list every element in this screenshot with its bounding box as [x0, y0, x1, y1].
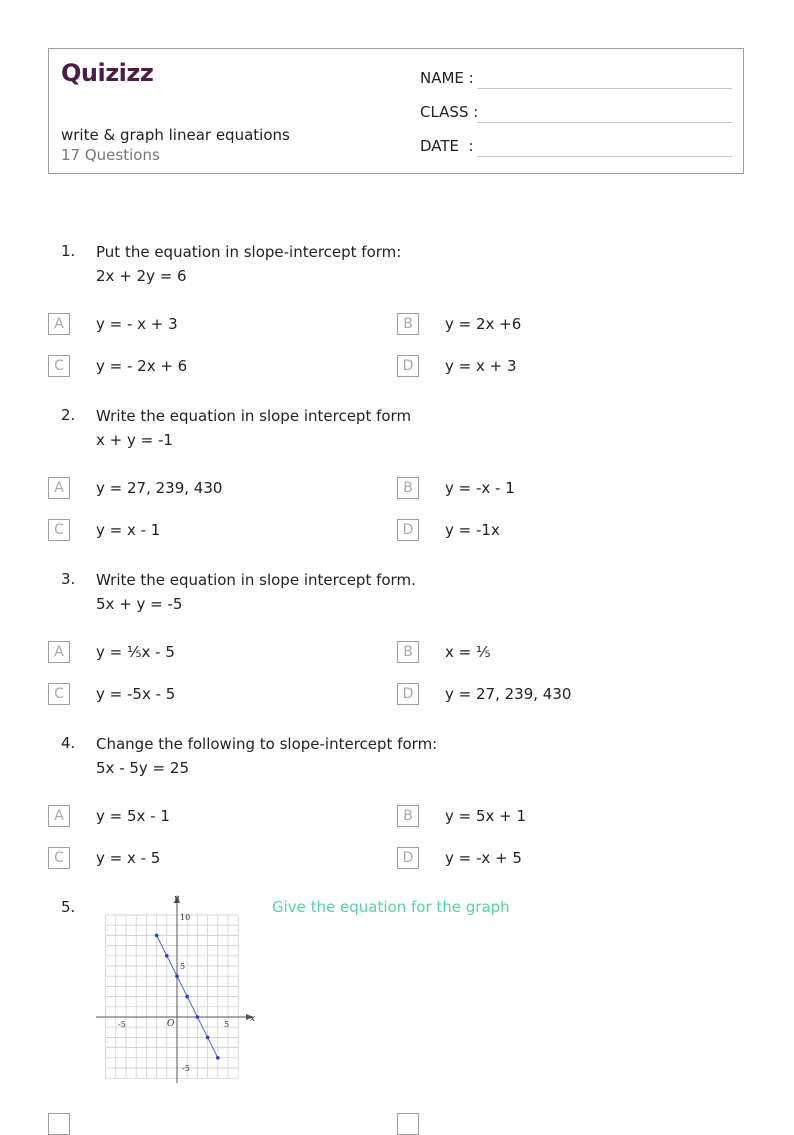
origin-label: O [167, 1019, 175, 1029]
question-text [96, 240, 401, 288]
tick-label-y-top: 10 [180, 913, 191, 922]
question-text [96, 732, 437, 780]
name-line[interactable] [477, 88, 732, 89]
graph-grid [106, 915, 239, 1078]
date-field [420, 137, 474, 155]
question-number: 4. [61, 734, 76, 752]
tick-label-y-mid: 5 [180, 962, 186, 971]
option-b-text: y = 5x + 1 [445, 807, 527, 825]
option-d-text: y = x + 3 [445, 357, 517, 375]
tick-label-x-left: -5 [118, 1020, 126, 1029]
option-a-box[interactable]: A [48, 805, 70, 827]
option-b-box[interactable] [397, 1113, 419, 1135]
option-a-text: y = 5x - 1 [96, 807, 170, 825]
y-axis-label: y [174, 894, 180, 904]
x-axis-label: x [250, 1014, 256, 1024]
tick-label-x-right: 5 [224, 1020, 230, 1029]
question-equation: 2x + 2y = 6 [96, 267, 187, 285]
name-label: NAME : [420, 69, 474, 87]
option-c-text: y = x - 1 [96, 521, 161, 539]
option-c-box[interactable]: C [48, 683, 70, 705]
quizizz-logo: Quizizz [61, 59, 154, 87]
line-graph [94, 893, 260, 1089]
question-line: Change the following to slope-intercept form: [96, 735, 438, 753]
question-number: 1. [61, 242, 76, 260]
option-d-text: y = -1x [445, 521, 500, 539]
option-c-text: y = x - 5 [96, 849, 161, 867]
option-b-box[interactable]: B [397, 477, 419, 499]
option-c-box[interactable]: C [48, 519, 70, 541]
option-d-box[interactable]: D [397, 519, 419, 541]
graph-point [185, 995, 189, 999]
question-line: Write the equation in slope intercept form [96, 407, 412, 425]
name-field [420, 69, 474, 87]
worksheet-title: write & graph linear equations [61, 126, 290, 144]
option-b-text: y = 2x +6 [445, 315, 522, 333]
question-number: 2. [61, 406, 76, 424]
option-b-text: x = ⅕ [445, 643, 491, 661]
option-d-box[interactable]: D [397, 683, 419, 705]
option-a-text: y = 27, 239, 430 [96, 479, 223, 497]
option-b-box[interactable]: B [397, 313, 419, 335]
option-b-box[interactable]: B [397, 641, 419, 663]
option-c-box[interactable]: C [48, 355, 70, 377]
option-a-box[interactable]: A [48, 477, 70, 499]
graph-point [155, 934, 159, 938]
graph-point [165, 954, 169, 958]
option-a-text: y = ⅕x - 5 [96, 643, 175, 661]
option-d-text: y = -x + 5 [445, 849, 522, 867]
date-label: DATE : [420, 137, 474, 155]
option-c-text: y = -5x - 5 [96, 685, 176, 703]
class-label: CLASS : [420, 103, 479, 121]
option-d-text: y = 27, 239, 430 [445, 685, 572, 703]
option-d-box[interactable]: D [397, 355, 419, 377]
tick-label-y-bottom: -5 [182, 1064, 190, 1073]
option-a-box[interactable]: A [48, 641, 70, 663]
worksheet-header [48, 48, 744, 174]
date-line[interactable] [477, 156, 732, 157]
option-a-text: y = - x + 3 [96, 315, 178, 333]
question-text [96, 404, 411, 452]
option-a-box[interactable] [48, 1113, 70, 1135]
option-c-text: y = - 2x + 6 [96, 357, 188, 375]
graph-point [196, 1015, 200, 1019]
question-number: 3. [61, 570, 76, 588]
graph-point [216, 1056, 220, 1060]
option-b-text: y = -x - 1 [445, 479, 515, 497]
question-count: 17 Questions [61, 146, 160, 164]
class-line[interactable] [477, 122, 732, 123]
option-c-box[interactable]: C [48, 847, 70, 869]
option-b-box[interactable]: B [397, 805, 419, 827]
option-a-box[interactable]: A [48, 313, 70, 335]
class-field [420, 103, 478, 121]
question-line: Write the equation in slope intercept form. [96, 571, 416, 589]
question-equation: 5x - 5y = 25 [96, 759, 189, 777]
question-equation: 5x + y = -5 [96, 595, 183, 613]
graph-point [206, 1036, 210, 1040]
question-equation: x + y = -1 [96, 431, 173, 449]
question-prompt: Give the equation for the graph [272, 898, 510, 916]
question-line: Put the equation in slope-intercept form: [96, 243, 402, 261]
question-text [96, 568, 416, 616]
graph-point [175, 974, 179, 978]
option-d-box[interactable]: D [397, 847, 419, 869]
question-number: 5. [61, 898, 76, 916]
